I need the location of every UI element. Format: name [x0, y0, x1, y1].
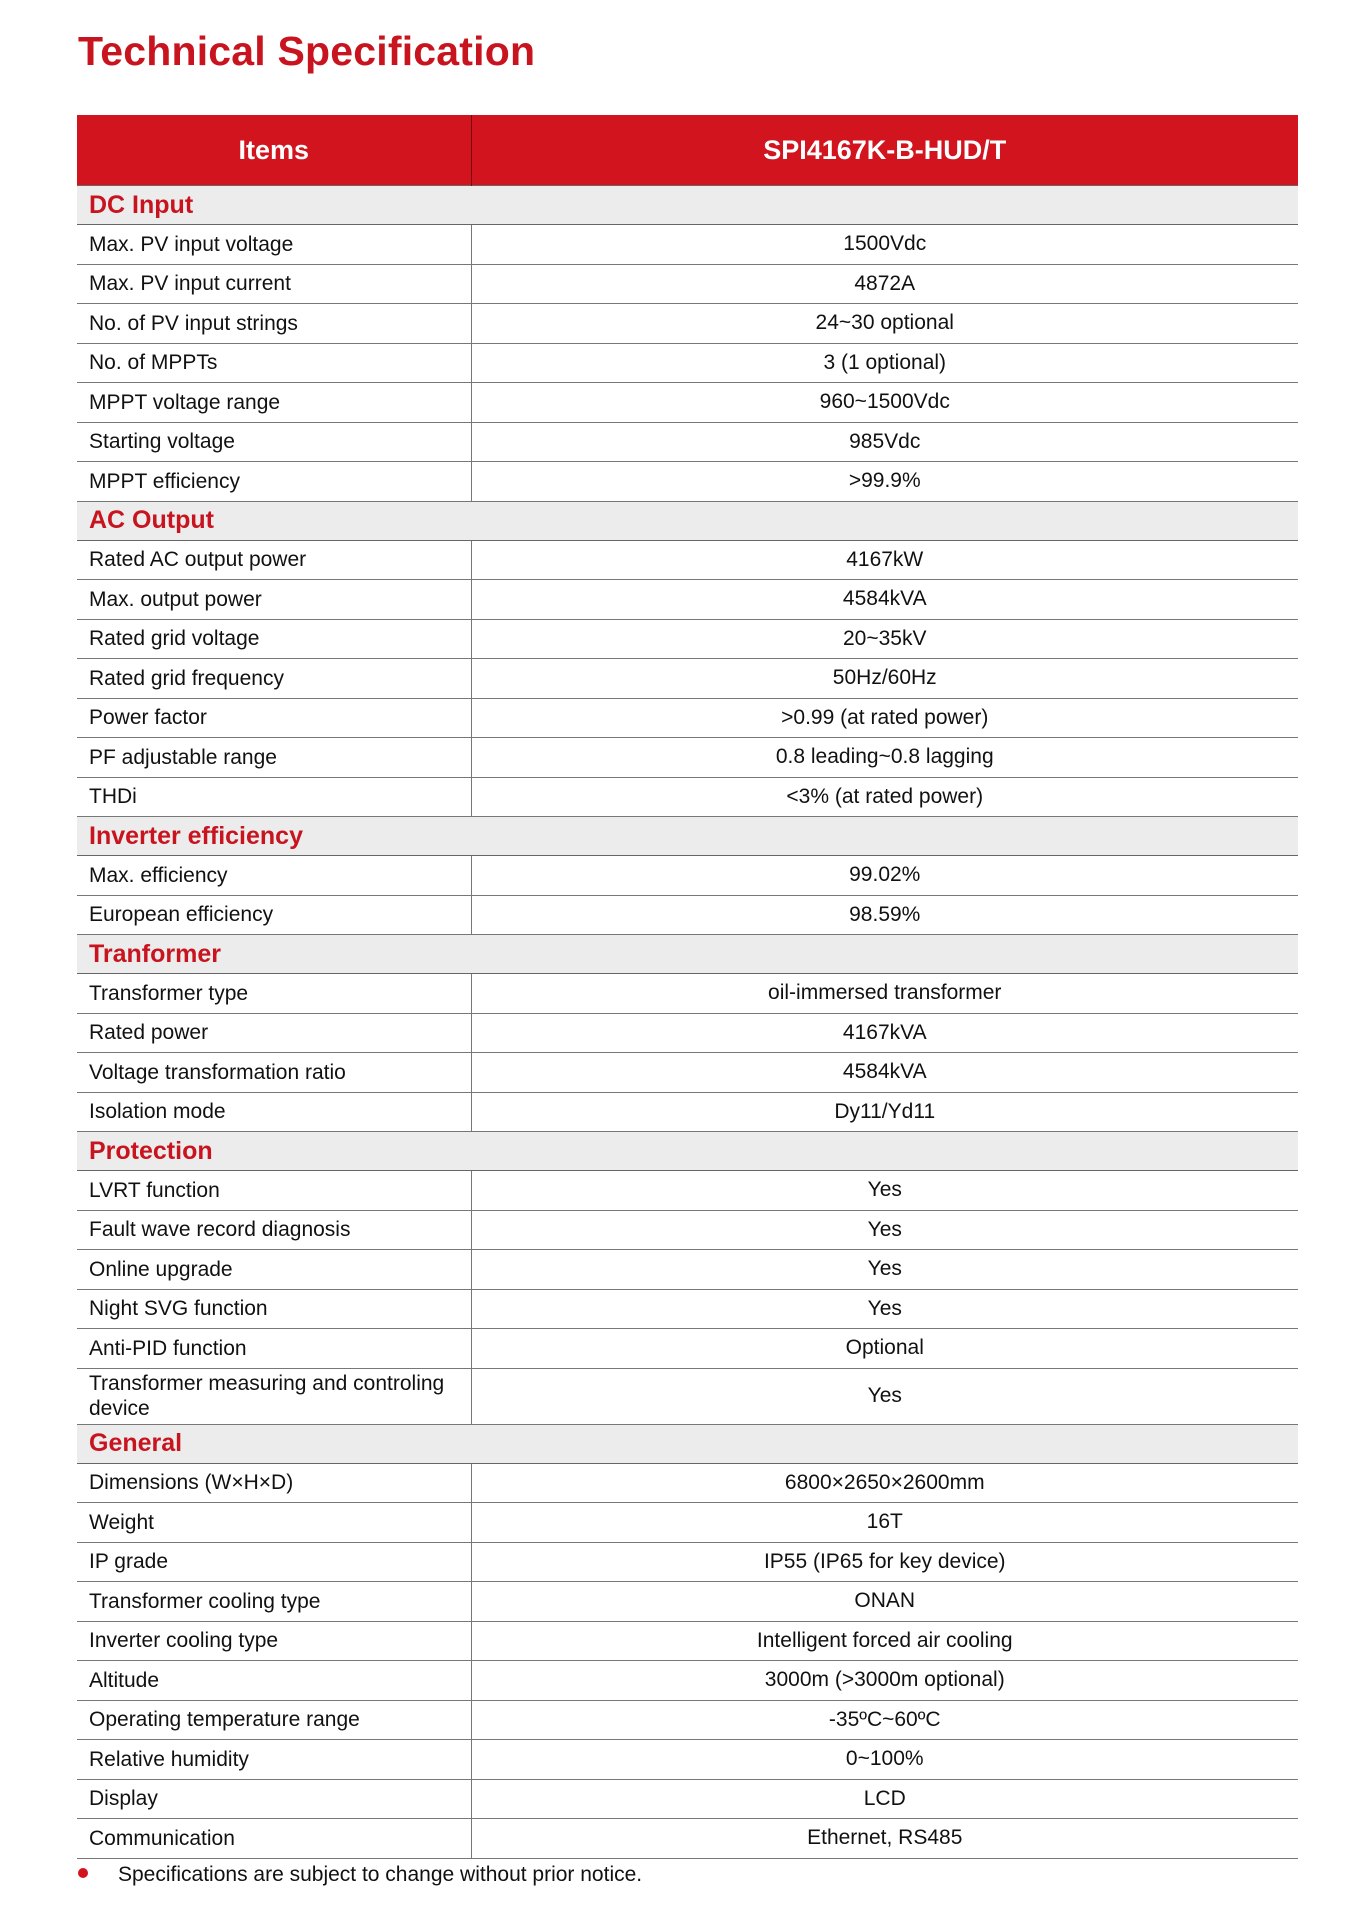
spec-item-label: Communication	[77, 1819, 471, 1859]
spec-item-value: Dy11/Yd11	[471, 1092, 1298, 1132]
table-row	[77, 422, 1298, 462]
spec-item-value: Yes	[471, 1171, 1298, 1211]
section-header-row	[77, 935, 1298, 974]
spec-item-label: Transformer cooling type	[77, 1582, 471, 1622]
spec-item-value: Intelligent forced air cooling	[471, 1621, 1298, 1661]
section-title: DC Input	[77, 186, 1298, 225]
spec-item-value: 3000m (>3000m optional)	[471, 1661, 1298, 1701]
spec-item-value: -35ºC~60ºC	[471, 1700, 1298, 1740]
spec-item-value: Ethernet, RS485	[471, 1819, 1298, 1859]
section-header-row	[77, 501, 1298, 540]
table-row	[77, 1582, 1298, 1622]
table-row	[77, 383, 1298, 423]
model-column-header: SPI4167K-B-HUD/T	[471, 115, 1298, 186]
spec-item-label: Max. PV input voltage	[77, 225, 471, 265]
spec-item-label: Voltage transformation ratio	[77, 1053, 471, 1093]
spec-item-value: 16T	[471, 1503, 1298, 1543]
spec-item-value: <3% (at rated power)	[471, 777, 1298, 817]
spec-table-body	[77, 186, 1298, 1859]
table-row	[77, 1053, 1298, 1093]
spec-item-value: Yes	[471, 1210, 1298, 1250]
spec-item-label: Rated grid frequency	[77, 659, 471, 699]
spec-item-label: Online upgrade	[77, 1250, 471, 1290]
section-header-row	[77, 1132, 1298, 1171]
spec-item-value: 50Hz/60Hz	[471, 659, 1298, 699]
table-row	[77, 1092, 1298, 1132]
spec-item-label: Relative humidity	[77, 1740, 471, 1780]
table-row	[77, 1463, 1298, 1503]
table-row	[77, 1503, 1298, 1543]
spec-item-label: MPPT voltage range	[77, 383, 471, 423]
spec-item-label: Power factor	[77, 698, 471, 738]
spec-item-label: LVRT function	[77, 1171, 471, 1211]
footnote	[78, 1863, 642, 1887]
table-row	[77, 1700, 1298, 1740]
spec-item-value: 98.59%	[471, 895, 1298, 935]
spec-item-value: 20~35kV	[471, 619, 1298, 659]
footnote-text: Specifications are subject to change without prior notice.	[118, 1863, 643, 1886]
spec-item-label: Transformer measuring and controling device	[77, 1368, 471, 1424]
spec-item-label: Weight	[77, 1503, 471, 1543]
section-title: Protection	[77, 1132, 1298, 1171]
spec-item-label: Inverter cooling type	[77, 1621, 471, 1661]
spec-item-label: Rated AC output power	[77, 540, 471, 580]
spec-item-label: Max. PV input current	[77, 264, 471, 304]
spec-item-value: Yes	[471, 1289, 1298, 1329]
table-row	[77, 619, 1298, 659]
table-row	[77, 856, 1298, 896]
table-row	[77, 1289, 1298, 1329]
spec-item-value: 4167kW	[471, 540, 1298, 580]
spec-item-value: 3 (1 optional)	[471, 343, 1298, 383]
section-title: General	[77, 1424, 1298, 1463]
spec-item-label: Isolation mode	[77, 1092, 471, 1132]
bullet-icon	[78, 1868, 88, 1878]
spec-item-value: 99.02%	[471, 856, 1298, 896]
spec-item-label: Altitude	[77, 1661, 471, 1701]
spec-item-value: Yes	[471, 1368, 1298, 1424]
spec-item-value: ONAN	[471, 1582, 1298, 1622]
spec-item-label: Starting voltage	[77, 422, 471, 462]
spec-item-value: Optional	[471, 1329, 1298, 1369]
section-header-row	[77, 1424, 1298, 1463]
spec-item-value: Yes	[471, 1250, 1298, 1290]
spec-item-label: Operating temperature range	[77, 1700, 471, 1740]
table-row	[77, 1171, 1298, 1211]
spec-item-value: oil-immersed transformer	[471, 974, 1298, 1014]
table-row	[77, 974, 1298, 1014]
table-row	[77, 777, 1298, 817]
spec-item-value: 1500Vdc	[471, 225, 1298, 265]
spec-item-label: Rated grid voltage	[77, 619, 471, 659]
spec-item-label: Display	[77, 1779, 471, 1819]
spec-item-label: European efficiency	[77, 895, 471, 935]
table-row	[77, 1661, 1298, 1701]
spec-item-value: >0.99 (at rated power)	[471, 698, 1298, 738]
table-row	[77, 1210, 1298, 1250]
spec-item-value: 24~30 optional	[471, 304, 1298, 344]
table-row	[77, 1250, 1298, 1290]
table-row	[77, 1542, 1298, 1582]
section-header-row	[77, 817, 1298, 856]
page-title: Technical Specification	[78, 28, 536, 74]
spec-item-value: 0.8 leading~0.8 lagging	[471, 738, 1298, 778]
table-row	[77, 304, 1298, 344]
items-column-header: Items	[77, 115, 471, 186]
table-row	[77, 580, 1298, 620]
spec-item-value: >99.9%	[471, 462, 1298, 502]
table-row	[77, 343, 1298, 383]
spec-item-label: MPPT efficiency	[77, 462, 471, 502]
spec-table	[77, 115, 1298, 1859]
table-row	[77, 1329, 1298, 1369]
spec-item-label: Max. output power	[77, 580, 471, 620]
section-title: Tranformer	[77, 935, 1298, 974]
spec-item-value: 4584kVA	[471, 1053, 1298, 1093]
spec-item-value: 4167kVA	[471, 1013, 1298, 1053]
spec-item-label: No. of PV input strings	[77, 304, 471, 344]
table-row	[77, 225, 1298, 265]
spec-item-value: 960~1500Vdc	[471, 383, 1298, 423]
table-row	[77, 698, 1298, 738]
spec-item-value: LCD	[471, 1779, 1298, 1819]
spec-item-value: 985Vdc	[471, 422, 1298, 462]
table-row	[77, 540, 1298, 580]
section-title: Inverter efficiency	[77, 817, 1298, 856]
spec-item-label: No. of MPPTs	[77, 343, 471, 383]
table-header-row	[77, 115, 1298, 186]
spec-item-label: Transformer type	[77, 974, 471, 1014]
spec-item-value: 0~100%	[471, 1740, 1298, 1780]
spec-item-label: Rated power	[77, 1013, 471, 1053]
section-header-row	[77, 186, 1298, 225]
table-row	[77, 264, 1298, 304]
table-row	[77, 1368, 1298, 1424]
spec-item-value: 4584kVA	[471, 580, 1298, 620]
table-row	[77, 1621, 1298, 1661]
table-row	[77, 738, 1298, 778]
spec-item-value: IP55 (IP65 for key device)	[471, 1542, 1298, 1582]
table-row	[77, 1013, 1298, 1053]
table-row	[77, 462, 1298, 502]
spec-item-label: Max. efficiency	[77, 856, 471, 896]
spec-item-label: Fault wave record diagnosis	[77, 1210, 471, 1250]
section-title: AC Output	[77, 501, 1298, 540]
table-row	[77, 659, 1298, 699]
spec-item-value: 4872A	[471, 264, 1298, 304]
spec-item-value: 6800×2650×2600mm	[471, 1463, 1298, 1503]
table-row	[77, 895, 1298, 935]
table-row	[77, 1819, 1298, 1859]
spec-item-label: IP grade	[77, 1542, 471, 1582]
spec-item-label: PF adjustable range	[77, 738, 471, 778]
spec-item-label: THDi	[77, 777, 471, 817]
spec-item-label: Night SVG function	[77, 1289, 471, 1329]
spec-item-label: Dimensions (W×H×D)	[77, 1463, 471, 1503]
spec-item-label: Anti-PID function	[77, 1329, 471, 1369]
table-row	[77, 1779, 1298, 1819]
table-row	[77, 1740, 1298, 1780]
